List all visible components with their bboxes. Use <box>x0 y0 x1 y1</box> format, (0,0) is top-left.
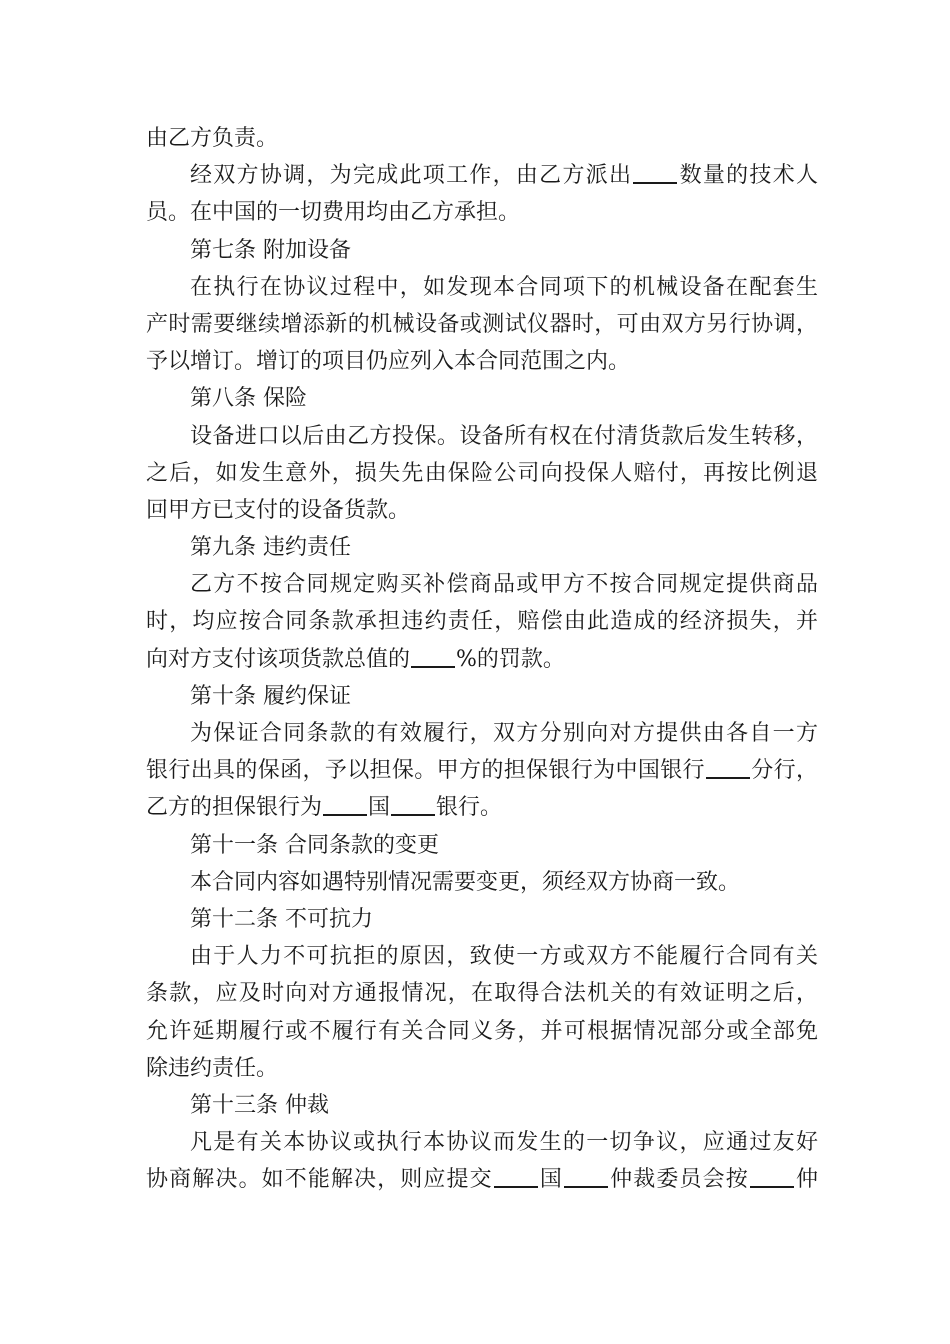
fill-in-blank <box>411 644 455 668</box>
text-line: 第十二条 不可抗力 <box>190 906 373 932</box>
fill-in-blank <box>750 1164 794 1188</box>
fill-in-blank <box>706 755 750 779</box>
text-line: 条款，应及时向对方通报情况，在取得合法机关的有效证明之后， <box>146 981 818 1007</box>
text-line: 本合同内容如遇特别情况需要变更，须经双方协商一致。 <box>190 869 741 895</box>
text-line: 向对方支付该项货款总值的 %的罚款。 <box>146 641 818 678</box>
text-line: 经双方协调，为完成此项工作，由乙方派出 数量的技术人 <box>146 157 818 194</box>
text-line: 予以增订。增订的项目仍应列入本合同范围之内。 <box>146 349 631 375</box>
text-line: 第十条 履约保证 <box>190 683 351 709</box>
text-line: 协商解决。如不能解决，则应提交 国 仲裁委员会按 仲 <box>146 1161 818 1198</box>
text-line: 除违约责任。 <box>146 1055 279 1081</box>
text-line: 第十三条 仲裁 <box>190 1092 329 1118</box>
text-line: 回甲方已支付的设备货款。 <box>146 497 411 523</box>
fill-in-blank <box>391 792 435 816</box>
text-line: 第十一条 合同条款的变更 <box>190 832 439 858</box>
text-line: 允许延期履行或不履行有关合同义务，并可根据情况部分或全部免 <box>146 1018 818 1044</box>
text-line: 产时需要继续增添新的机械设备或测试仪器时，可由双方另行协调， <box>146 311 818 337</box>
text-line: 凡是有关本协议或执行本协议而发生的一切争议，应通过友好 <box>190 1130 818 1156</box>
text-line: 由乙方负责。 <box>146 126 279 151</box>
text-line: 设备进口以后由乙方投保。设备所有权在付清货款后发生转移， <box>190 423 818 449</box>
text-line: 时，均应按合同条款承担违约责任，赔偿由此造成的经济损失，并 <box>146 609 818 635</box>
text-line: 第九条 违约责任 <box>190 535 351 561</box>
fill-in-blank <box>494 1164 538 1188</box>
fill-in-blank <box>633 160 677 184</box>
text-line: 第七条 附加设备 <box>190 237 351 263</box>
fill-in-blank <box>564 1164 608 1188</box>
text-line: 之后，如发生意外，损失先由保险公司向投保人赔付，再按比例退 <box>146 460 818 486</box>
text-line: 员。在中国的一切费用均由乙方承担。 <box>146 200 521 226</box>
text-line: 在执行在协议过程中，如发现本合同项下的机械设备在配套生 <box>190 274 818 300</box>
text-line: 银行出具的保函，予以担保。甲方的担保银行为中国银行 分行， <box>146 752 818 789</box>
fill-in-blank <box>323 792 367 816</box>
text-line: 乙方的担保银行为 国 银行。 <box>146 789 818 826</box>
contract-body-text <box>146 120 818 1198</box>
text-line: 第八条 保险 <box>190 386 307 412</box>
text-line: 由于人力不可抗拒的原因，致使一方或双方不能履行合同有关 <box>190 944 818 970</box>
text-line: 为保证合同条款的有效履行，双方分别向对方提供由各自一方 <box>190 721 818 746</box>
text-line: 乙方不按合同规定购买补偿商品或甲方不按合同规定提供商品 <box>190 572 818 598</box>
